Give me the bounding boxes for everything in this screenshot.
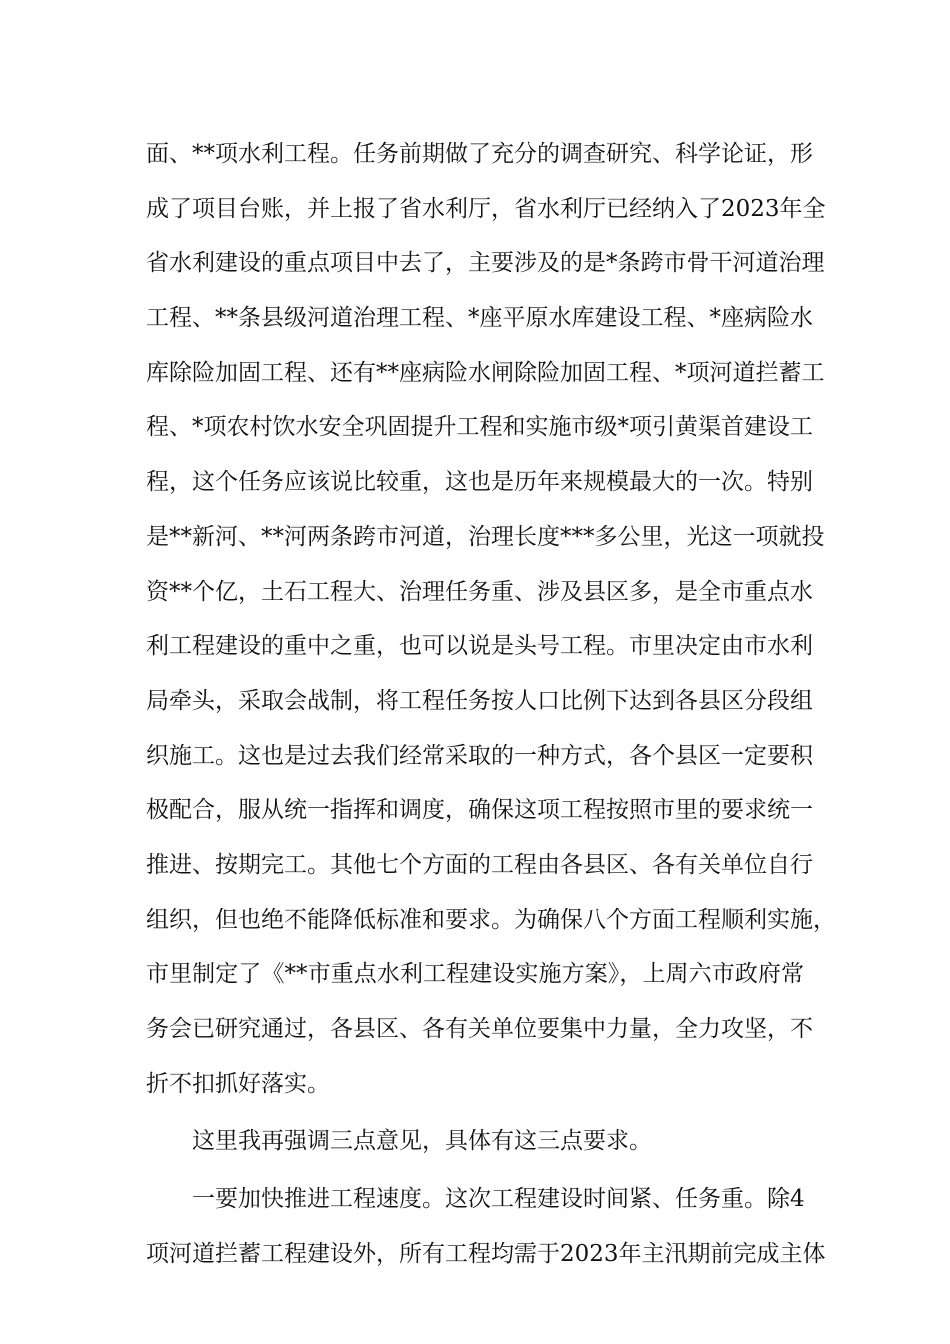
text-line: 务会已研究通过，各县区、各有关单位要集中力量，全力攻坚，不	[146, 1016, 813, 1042]
text-line: 资**个亿，土石工程大、治理任务重、涉及县区多，是全市重点水	[146, 578, 813, 605]
text-line: 项河道拦蓄工程建设外，所有工程均需于2023年主汛期前完成主体	[146, 1240, 826, 1267]
text-line: 折不扣抓好落实。	[146, 1070, 330, 1097]
text-line: 极配合，服从统一指挥和调度，确保这项工程按照市里的要求统一	[146, 797, 813, 824]
text-line: 局牵头，采取会战制，将工程任务按人口比例下达到各县区分段组	[146, 687, 813, 714]
text-line: 这里我再强调三点意见，具体有这三点要求。	[192, 1128, 652, 1155]
text-line: 利工程建设的重中之重，也可以说是头号工程。市里决定由市水利	[146, 633, 813, 660]
paragraph-1	[146, 127, 836, 1111]
text-line: 成了项目台账，并上报了省水利厅，省水利厅已经纳入了2023年全	[146, 195, 826, 222]
text-line: 程、*项农村饮水安全巩固提升工程和实施市级*项引黄渠首建设工	[146, 414, 813, 441]
text-line: 推进、按期完工。其他七个方面的工程由各县区、各有关单位自行	[146, 851, 813, 878]
text-line: 织施工。这也是过去我们经常采取的一种方式，各个县区一定要积	[146, 742, 813, 769]
text-line: 工程、**条县级河道治理工程、*座平原水库建设工程、*座病险水	[146, 305, 813, 332]
document-body	[146, 127, 836, 1281]
text-line: 市里制定了《**市重点水利工程建设实施方案》，上周六市政府常	[146, 961, 804, 988]
text-line: 是**新河、**河两条跨市河道，治理长度***多公里，光这一项就投	[146, 523, 825, 550]
text-line: 组织，但也绝不能降低标准和要求。为确保八个方面工程顺利实施，	[146, 906, 836, 933]
text-line: 面、**项水利工程。任务前期做了充分的调查研究、科学论证，形	[146, 141, 813, 167]
text-line: 一要加快推进工程速度。这次工程建设时间紧、任务重。除4	[192, 1186, 805, 1213]
text-line: 省水利建设的重点项目中去了，主要涉及的是*条跨市骨干河道治理	[146, 250, 825, 277]
text-line: 库除险加固工程、还有**座病险水闸除险加固工程、*项河道拦蓄工	[146, 359, 825, 386]
text-line: 程，这个任务应该说比较重，这也是历年来规模最大的一次。特别	[146, 469, 813, 496]
paragraph-2	[146, 1114, 804, 1169]
paragraph-3	[146, 1172, 826, 1281]
